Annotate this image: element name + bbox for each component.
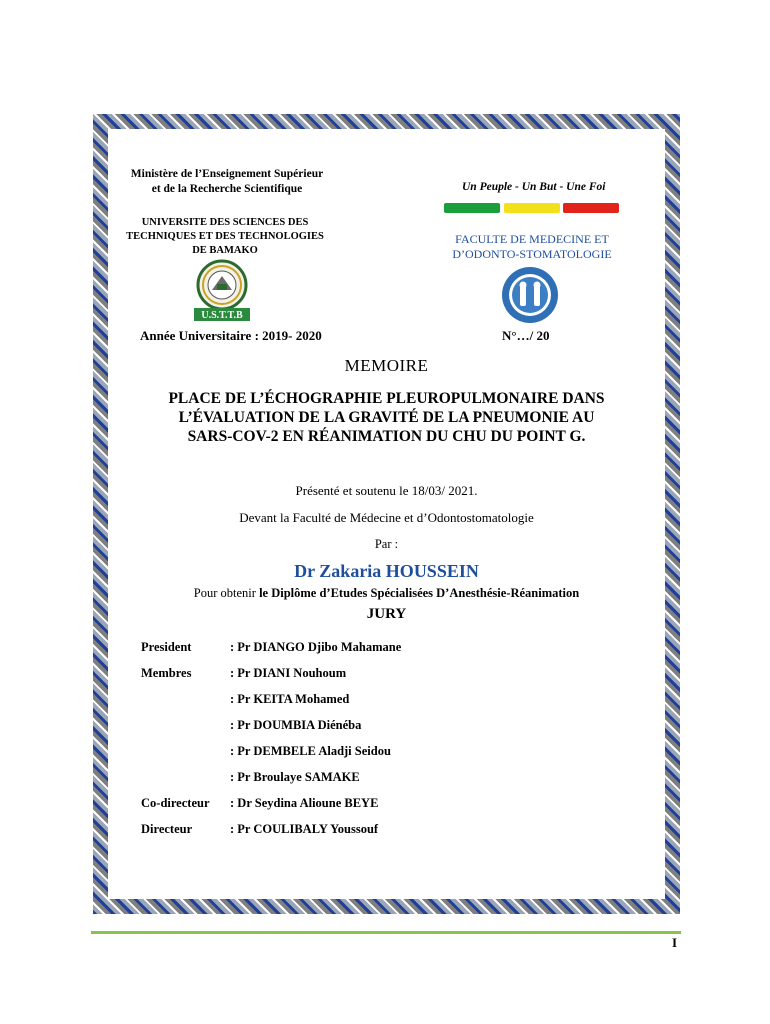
national-motto: Un Peuple - Un But - Une Foi <box>462 181 606 193</box>
flag-stripe-green <box>444 203 500 213</box>
document-type: MEMOIRE <box>344 356 429 375</box>
thesis-title: PLACE DE L’ÉCHOGRAPHIE PLEUROPULMONAIRE DANS L’ÉVALUATION DE LA GRAVITÉ DE LA PNEUMONIE AU SARS-COV-2 EN RÉANIMATION DU CHU DU POINT G. <box>168 390 605 445</box>
jury-member-name: : Pr DEMBELE Aladji Seidou <box>230 744 391 758</box>
jury-member-name: : Pr Broulaye SAMAKE <box>230 770 360 784</box>
university-line-2: TECHNIQUES ET DES TECHNOLOGIES <box>126 231 324 242</box>
diploma-name: le Diplôme d’Etudes Spécialisées D’Anesthésie-Réanimation <box>259 586 580 600</box>
faculty-statement: Devant la Faculté de Médecine et d’Odontostomatologie <box>239 510 534 525</box>
diploma-prefix: Pour obtenir <box>193 586 260 600</box>
academic-year: Année Universitaire : 2019- 2020 <box>140 328 322 343</box>
flag-stripe-yellow <box>504 203 560 213</box>
faculty-name <box>430 232 634 262</box>
jury-member-name: : Pr COULIBALY Youssouf <box>230 822 379 836</box>
ministry-line-2: et de la Recherche Scientifique <box>151 183 303 195</box>
faculty-line-1: FACULTE DE MEDECINE ET <box>455 232 609 246</box>
university-line-1: UNIVERSITE DES SCIENCES DES <box>141 217 309 228</box>
author-name: Dr Zakaria HOUSSEIN <box>294 561 479 581</box>
ministry-line-1: Ministère de l’Enseignement Supérieur <box>130 168 324 180</box>
page-number: I <box>672 935 678 950</box>
jury-member-name: : Pr DOUMBIA Diénéba <box>230 718 362 732</box>
jury-role: President <box>141 640 192 654</box>
university-name <box>118 216 332 258</box>
diploma-statement <box>108 586 665 601</box>
jury-member-name: : Pr KEITA Mohamed <box>230 692 350 706</box>
footer-divider <box>91 931 681 934</box>
jury-role: Directeur <box>141 822 193 836</box>
document-number: N°…/ 20 <box>502 328 550 343</box>
jury-member-name: : Pr DIANI Nouhoum <box>230 666 347 680</box>
ministry-name <box>122 167 332 197</box>
usttb-logo-text: U.S.T.T.B <box>201 310 243 321</box>
jury-role: Co-directeur <box>141 796 210 810</box>
presentation-date: Présenté et soutenu le 18/03/ 2021. <box>295 483 478 498</box>
by-label: Par : <box>374 537 399 551</box>
jury-member-name: : Dr Seydina Alioune BEYE <box>230 796 379 810</box>
flag-stripe-red <box>563 203 619 213</box>
jury-heading: JURY <box>366 606 407 622</box>
usttb-logo-icon <box>188 258 256 322</box>
faculty-line-2: D’ODONTO-STOMATOLOGIE <box>452 247 612 261</box>
jury-role: Membres <box>141 666 192 680</box>
university-line-3: DE BAMAKO <box>192 245 258 256</box>
jury-member-name: : Pr DIANGO Djibo Mahamane <box>230 640 402 654</box>
fmos-logo-icon <box>500 265 560 325</box>
